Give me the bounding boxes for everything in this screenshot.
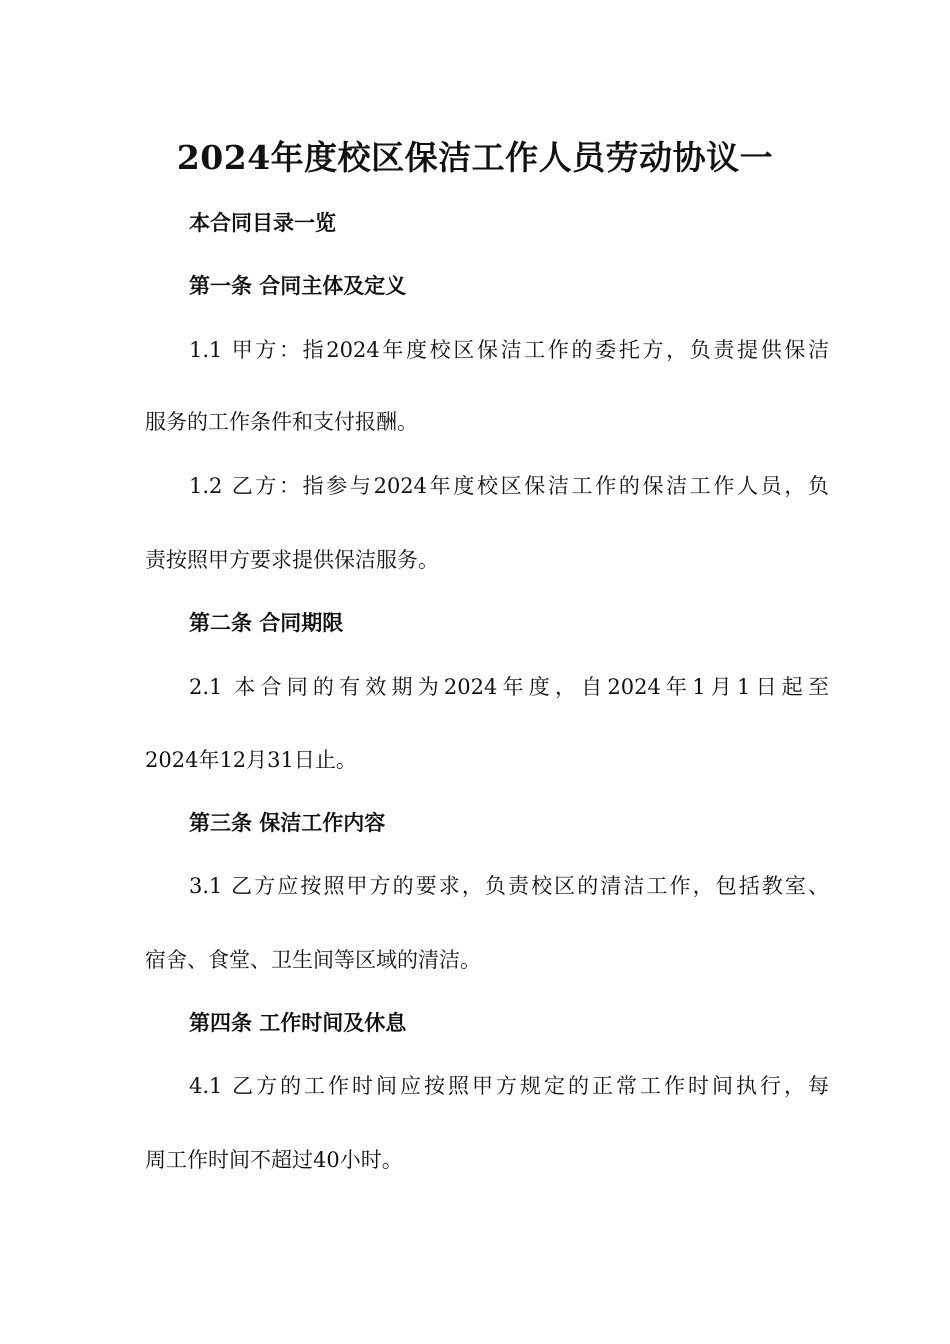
section-4-heading: 第四条 工作时间及休息	[189, 1010, 407, 1035]
clause-1-1-line-2: 服务的工作条件和支付报酬。	[145, 410, 418, 434]
clause-2-1-line-2: 2024年12月31日止。	[145, 748, 357, 772]
clause-1-1-line-1: 1.1 甲方：指2024年度校区保洁工作的委托方，负责提供保洁	[189, 338, 829, 362]
section-3-heading: 第三条 保洁工作内容	[189, 810, 386, 835]
clause-4-1-line-1: 4.1 乙方的工作时间应按照甲方规定的正常工作时间执行，每	[189, 1074, 829, 1098]
clause-2-1-line-1: 2.1 本合同的有效期为2024年度，自2024年1月1日起至	[189, 675, 829, 699]
clause-1-2-line-2: 责按照甲方要求提供保洁服务。	[145, 548, 439, 572]
section-1-heading: 第一条 合同主体及定义	[189, 273, 407, 298]
clause-1-2-line-1: 1.2 乙方：指参与2024年度校区保洁工作的保洁工作人员，负	[189, 474, 829, 498]
toc-heading: 本合同目录一览	[189, 210, 336, 235]
clause-4-1-line-2: 周工作时间不超过40小时。	[145, 1148, 403, 1172]
clause-3-1-line-1: 3.1 乙方应按照甲方的要求，负责校区的清洁工作，包括教室、	[189, 874, 829, 898]
document-title: 2024年度校区保洁工作人员劳动协议一	[176, 138, 774, 177]
clause-3-1-line-2: 宿舍、食堂、卫生间等区域的清洁。	[145, 948, 481, 972]
section-2-heading: 第二条 合同期限	[189, 610, 344, 635]
